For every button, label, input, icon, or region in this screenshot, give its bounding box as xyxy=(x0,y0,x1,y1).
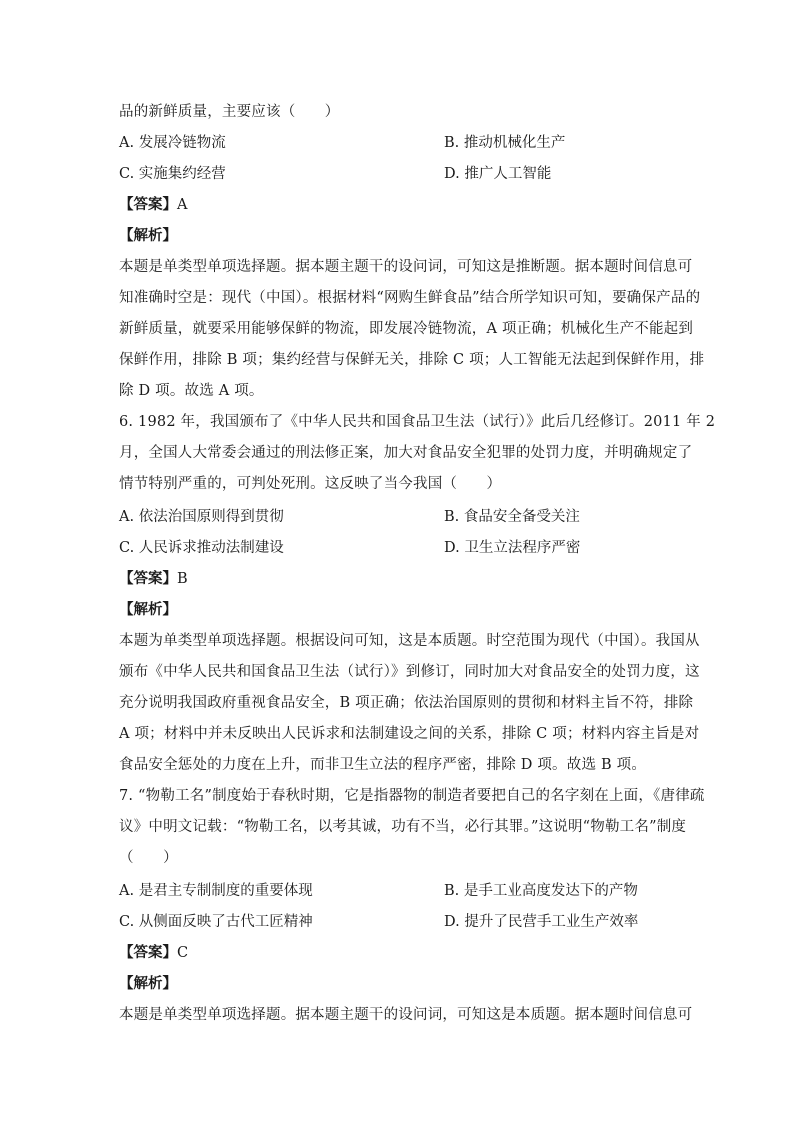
q7-option-b: B. 是手工业高度发达下的产物 xyxy=(444,883,638,899)
q6-stem-line: 6. 1982 年，我国颁布了《中华人民共和国食品卫生法（试行）》此后几经修订。2011 年 2 xyxy=(119,414,716,430)
q6-option-c: C. 人民诉求推动法制建设 xyxy=(119,540,284,556)
q6-option-d: D. 卫生立法程序严密 xyxy=(444,540,581,556)
q6-answer-label: 【答案】 xyxy=(119,570,177,587)
q6-answer xyxy=(119,569,188,589)
q7-analysis-label: 【解析】 xyxy=(119,975,177,992)
q5-answer-value: A xyxy=(177,197,188,213)
q7-stem-line: （ ） xyxy=(119,850,178,866)
q6-analysis-line: 本题为单类型单项选择题。根据设问可知，这是本质题。时空范围为现代（中国）。我国从 xyxy=(119,633,700,649)
q6-answer-value: B xyxy=(177,571,188,587)
q5-option-a: A. 发展冷链物流 xyxy=(119,135,226,151)
q6-option-b: B. 食品安全备受关注 xyxy=(444,509,580,525)
q6-option-a: A. 依法治国原则得到贯彻 xyxy=(119,509,284,525)
q6-stem-line: 月，全国人大常委会通过的刑法修正案，加大对食品安全犯罪的处罚力度，并明确规定了 xyxy=(119,445,693,461)
q5-analysis-line: 新鲜质量，就要采用能够保鲜的物流，即发展冷链物流，A 项正确；机械化生产不能起到 xyxy=(119,321,694,337)
q5-option-d: D. 推广人工智能 xyxy=(444,166,552,182)
q5-option-b: B. 推动机械化生产 xyxy=(444,135,566,151)
q7-analysis-line: 本题是单类型单项选择题。据本题主题干的设问词，可知这是本质题。据本题时间信息可 xyxy=(119,1007,693,1023)
q7-answer-label: 【答案】 xyxy=(119,944,177,961)
q5-answer-label: 【答案】 xyxy=(119,196,177,213)
q6-analysis-line: 充分说明我国政府重视食品安全，B 项正确；依法治国原则的贯彻和材料主旨不符，排除 xyxy=(119,695,694,711)
q7-stem-line: 7. “物勒工名”制度始于春秋时期，它是指器物的制造者要把自己的名字刻在上面，《唐律疏 xyxy=(119,788,705,804)
q5-analysis-line: 本题是单类型单项选择题。据本题主题干的设问词，可知这是推断题。据本题时间信息可 xyxy=(119,259,693,275)
q7-option-d: D. 提升了民营手工业生产效率 xyxy=(444,914,639,930)
q6-analysis-label: 【解析】 xyxy=(119,601,177,618)
q7-option-c: C. 从侧面反映了古代工匠精神 xyxy=(119,914,313,930)
q7-stem-line: 议》中明文记载：“物勒工名，以考其诚，功有不当，必行其罪。”这说明“物勒工名”制度 xyxy=(119,819,687,835)
q5-option-c: C. 实施集约经营 xyxy=(119,166,226,182)
q5-analysis-line: 保鲜作用，排除 B 项；集约经营与保鲜无关，排除 C 项；人工智能无法起到保鲜作用，排 xyxy=(119,352,705,368)
q5-analysis-line: 知准确时空是：现代（中国）。根据材料“网购生鲜食品”结合所学知识可知，要确保产品的 xyxy=(119,290,701,306)
q6-stem-line: 情节特别严重的，可判处死刑。这反映了当今我国（ ） xyxy=(119,476,502,492)
q7-option-a: A. 是君主专制制度的重要体现 xyxy=(119,883,313,899)
q6-analysis-line: 食品安全惩处的力度在上升，而非卫生立法的程序严密，排除 D 项。故选 B 项。 xyxy=(119,757,647,773)
q5-stem-tail: 品的新鲜质量，主要应该（ ） xyxy=(119,104,340,120)
q5-analysis-label: 【解析】 xyxy=(119,227,177,244)
q6-analysis-line: 颁布《中华人民共和国食品卫生法（试行）》到修订，同时加大对食品安全的处罚力度，这 xyxy=(119,664,700,680)
q5-analysis-line: 除 D 项。故选 A 项。 xyxy=(119,383,264,399)
q7-answer xyxy=(119,943,188,963)
q5-answer xyxy=(119,195,187,215)
q6-analysis-line: A 项；材料中并未反映出人民诉求和法制建设之间的关系，排除 C 项；材料内容主旨是对 xyxy=(119,726,700,742)
q7-answer-value: C xyxy=(177,945,189,961)
